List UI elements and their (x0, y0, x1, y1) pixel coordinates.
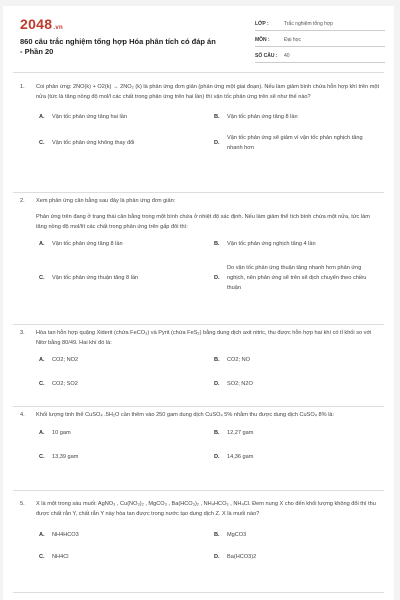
question-context: Phản ứng trên đang ở trạng thái cân bằng trong một bình chứa ở nhiệt độ xác định. Nếu làm giảm thể tích bình chứa một nửa, tức làm tăng nồng độ mol/lít các chất trong phản ứng trên gấp đôi thì: (36, 214, 370, 230)
option-text: 10 gam (52, 430, 71, 436)
option-d[interactable] (214, 379, 364, 389)
option-text: 14,36 gam (227, 454, 254, 460)
question-number: 5. (20, 501, 25, 507)
option-text: Vận tốc phản ứng nghịch tăng 4 lần (227, 241, 316, 247)
question-number: 4. (20, 412, 25, 418)
option-a[interactable] (39, 428, 189, 438)
option-letter: A. (39, 430, 45, 436)
question-4 (20, 410, 380, 462)
option-letter: A. (39, 241, 45, 247)
meta-value: 40 (284, 53, 290, 59)
option-b[interactable] (214, 355, 364, 365)
question-text: X là một trong sáu muối: AgNO₃ , Cu(NO₃)₂ , MgCO₃ , Ba(HCO₃)₂ , NH₄HCO₃ , NH₄Cl. Đem nung X cho đến khối lượng không đổi thì thu được chất rắn Y, chất rắn Y này hòa tan được trong nước tạo dung dịch Z. X là muối nào? (36, 501, 376, 517)
option-list (39, 112, 380, 152)
document-title: 860 câu trắc nghiệm tổng hợp Hóa phân tích có đáp án - Phần 20 (20, 37, 216, 56)
option-letter: B. (214, 357, 220, 363)
option-text: 13,39 gam (52, 454, 79, 460)
option-text: CO2; NO (227, 357, 251, 363)
site-logo[interactable] (20, 16, 63, 32)
divider (13, 72, 384, 73)
option-text: Do vận tốc phản ứng thuận tăng nhanh hơn phản ứng nghịch, nên phản ứng sẽ trên sẽ dịch chuyển theo chiều thuận (227, 265, 367, 291)
divider (13, 490, 384, 491)
question-1 (20, 82, 380, 152)
option-text: SO2; N2O (227, 381, 253, 387)
meta-table (255, 18, 385, 66)
option-c[interactable] (39, 138, 189, 148)
option-d[interactable] (214, 133, 374, 153)
option-b[interactable] (214, 239, 379, 249)
option-letter: C. (39, 381, 45, 387)
question-text: Coi phản ứng: 2NO(k) + O2(k) → 2NO₂ (k) là phản ứng đơn giản (phản ứng một giai đoạn). Nếu làm giảm bình chứa hỗn hợp khí trên một nửa (tức là tăng nồng độ mol/l các chất trong phản ứng trên hai lần) thì vận tốc phản ứng trên sẽ như thế nào? (36, 84, 380, 100)
question-number: 1. (20, 84, 25, 90)
option-letter: C. (39, 554, 45, 560)
option-text: Vận tốc phản ứng tăng 8 lần (52, 241, 123, 247)
divider (13, 192, 384, 193)
document-header (3, 6, 394, 68)
option-letter: C. (39, 140, 45, 146)
option-letter: C. (39, 275, 45, 281)
option-list (39, 239, 380, 289)
option-text: Vận tốc phản ứng tăng 8 lần (227, 114, 298, 120)
option-list (39, 428, 380, 462)
document-page (3, 6, 394, 600)
option-text: Vận tốc phản ứng sẽ giảm vì vận tốc phản nghịch tăng nhanh hơn (227, 135, 363, 151)
question-number: 2. (20, 198, 25, 204)
option-text: NH4HCO3 (52, 532, 79, 538)
option-letter: B. (214, 532, 220, 538)
question-3 (20, 328, 380, 389)
meta-value: Đại học (284, 37, 301, 43)
meta-key: MÔN : (255, 37, 270, 43)
meta-key: SỐ CÂU : (255, 53, 278, 59)
option-c[interactable] (39, 379, 189, 389)
option-letter: B. (214, 430, 220, 436)
option-text: MgCO3 (227, 532, 247, 538)
divider (13, 406, 384, 407)
option-c[interactable] (39, 552, 189, 562)
option-list (39, 530, 380, 564)
option-letter: B. (214, 114, 220, 120)
option-d[interactable] (214, 452, 364, 462)
option-text: CO2; NO2 (52, 357, 79, 363)
logo-text: 2048 (20, 16, 53, 32)
option-a[interactable] (39, 530, 189, 540)
option-d[interactable] (214, 552, 364, 562)
option-text: Vận tốc phản ứng thuận tăng 8 lần (52, 275, 139, 281)
option-letter: A. (39, 114, 45, 120)
option-letter: D. (214, 140, 220, 146)
option-text: 12,27 gam (227, 430, 254, 436)
option-text: NH4Cl (52, 554, 69, 560)
meta-value: Trắc nghiệm tổng hợp (284, 21, 333, 27)
option-letter: D. (214, 275, 220, 281)
question-text: Hòa tan hỗn hợp quặng Xiderit (chứa FeCO₃) và Pyrit (chứa FeS₂) bằng dung dịch axit nitric, thu được hỗn hợp hai khí có tỉ khối so với Nitơ bằng 80/49. Hai khí đó là: (36, 330, 372, 346)
meta-row-subject (255, 34, 385, 47)
meta-key: LỚP : (255, 21, 269, 27)
option-b[interactable] (214, 428, 364, 438)
option-d[interactable] (214, 263, 372, 293)
option-letter: D. (214, 454, 220, 460)
logo-suffix: .vn (53, 25, 63, 31)
option-a[interactable] (39, 112, 189, 122)
option-a[interactable] (39, 355, 189, 365)
option-text: Vận tốc phản ứng tăng hai lần (52, 114, 127, 120)
option-text: Vận tốc phản ứng không thay đổi (52, 140, 135, 146)
option-c[interactable] (39, 273, 189, 283)
option-letter: D. (214, 554, 220, 560)
option-letter: D. (214, 381, 220, 387)
question-text: Xem phản ứng cân bằng sau đây là phản ứng đơn giản: (36, 198, 176, 204)
option-text: CO2; SO2 (52, 381, 78, 387)
option-b[interactable] (214, 112, 379, 122)
option-text: Ba(HCO3)2 (227, 554, 257, 560)
question-number: 3. (20, 330, 25, 336)
option-letter: B. (214, 241, 220, 247)
divider (13, 324, 384, 325)
option-letter: A. (39, 357, 45, 363)
question-5 (20, 499, 380, 564)
divider (13, 592, 384, 593)
meta-row-class (255, 18, 385, 31)
option-c[interactable] (39, 452, 189, 462)
option-a[interactable] (39, 239, 189, 249)
question-2 (20, 196, 380, 289)
question-text: Khối lượng tinh thể CuSO₄ .5H₂O cần thêm vào 250 gam dung dịch CuSO₄ 5% nhằm thu được dung dịch CuSO₄ 8% là: (36, 412, 335, 418)
option-letter: C. (39, 454, 45, 460)
option-b[interactable] (214, 530, 364, 540)
option-letter: A. (39, 532, 45, 538)
meta-row-count (255, 50, 385, 63)
option-list (39, 355, 380, 389)
